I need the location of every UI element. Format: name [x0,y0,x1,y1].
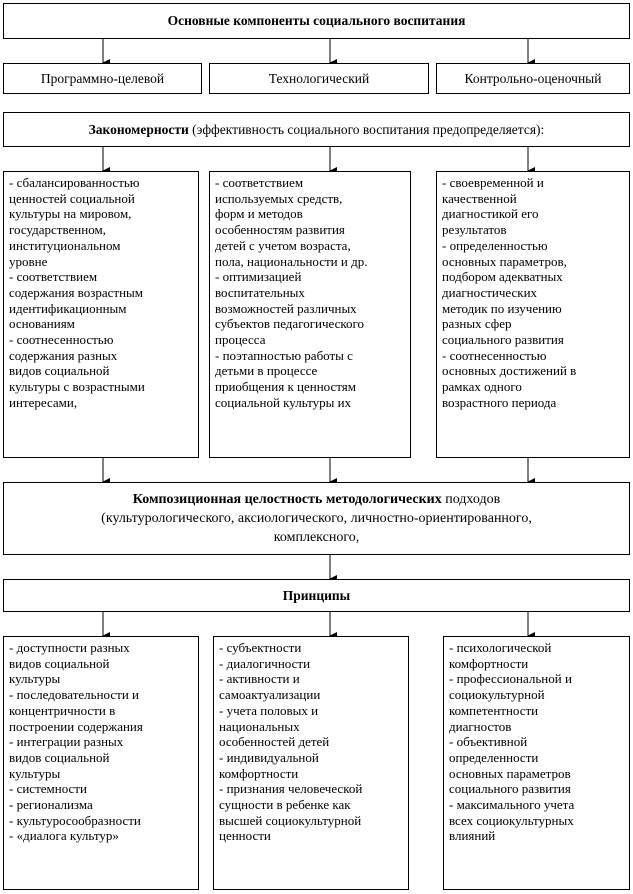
list-item: форм и методов [215,206,303,222]
integrity-rest: подходов [441,492,501,507]
component-label: Программно-целевой [40,70,165,86]
list-item: ценностей социальной [9,190,135,206]
list-item: возрастного периода [442,394,557,410]
list-item: культуры [9,671,61,687]
list-item: высшей социокультурной [219,812,362,828]
list-item: - интеграции разных [9,734,124,750]
list-item: - «диалога культур» [9,828,119,844]
list-item: государственном, [9,222,106,238]
integrity-line-3: комплексного, [273,530,360,545]
list-item: содержания возрастным [9,284,143,300]
component-label: Технологический [268,70,370,86]
integrity-line-2: (культурологического, аксиологического, личностно-ориентированного, [101,511,532,526]
integrity-line-1 [133,490,500,509]
list-item: особенностей детей [219,734,330,750]
list-item: уровне [9,253,48,269]
list-item: культуры на мировом, [9,206,132,222]
list-item: диагностов [449,718,512,734]
list-item: влияний [449,828,496,844]
list-item: - диалогичности [219,655,311,671]
list-item: диагностикой его [442,206,539,222]
list-item: построении содержания [9,718,143,734]
list-item: субъектов педагогического [215,316,365,332]
list-item: интересами, [9,394,78,410]
list-item: качественной [442,190,517,206]
list-item: - соотнесенностью [9,332,114,348]
list-item: - определенностью [442,237,548,253]
component-control-evaluative [436,63,630,94]
list-item: институциональном [9,237,121,253]
laws-bold: Закономерности [88,121,189,137]
list-item: основных параметров, [442,253,567,269]
list-item: пола, национальности и др. [215,253,368,269]
list-item: - доступности разных [9,640,130,655]
list-item: основных параметров [449,765,571,781]
list-item: видов социальной [9,363,110,379]
list-item: - культуросообразности [9,812,141,828]
list-item: национальных [219,718,300,734]
laws-column-2 [209,171,411,458]
component-technological [209,63,429,94]
list-item: диагностических [442,284,538,300]
integrity-bold: Композиционная целостность методологических [132,492,442,507]
list-item: детей с учетом возраста, [215,237,351,253]
list-item: самоактуализации [219,687,321,703]
list-item: детьми в процессе [215,363,318,379]
list-item: основных достижений в [442,363,577,379]
laws-box [3,112,630,147]
list-item: - признания человеческой [219,781,363,797]
list-item: приобщения к ценностям [215,379,356,395]
list-item: комфортности [449,655,529,671]
list-item: методик по изучению [442,300,562,316]
list-item: используемых средств, [215,190,343,206]
list-item: - активности и [219,671,300,687]
list-item: - субъектности [219,640,302,655]
list-item: всех социокультурных [449,812,574,828]
list-item: комфортности [219,765,299,781]
list-item: культуры [9,765,61,781]
list-item: - учета половых и [219,702,319,718]
laws-column-1 [3,171,199,458]
list-item: - индивидуальной [219,749,319,765]
list-item: - объективной [449,734,528,750]
list-item: воспитательных [215,284,305,300]
list-item: - максимального учета [449,797,575,813]
principles-title: Принципы [282,587,351,603]
list-item: - регионализма [9,797,93,813]
list-item: содержания разных [9,347,118,363]
list-item: сущности в ребенке как [219,797,351,813]
list-item: социального развития [442,332,564,348]
title-text: Основные компоненты социального воспитания [167,13,466,28]
list-item: разных сфер [442,316,512,332]
list-item: подбором адекватных [442,269,563,285]
list-item: видов социальной [9,749,110,765]
list-item: результатов [442,222,507,238]
list-item: социальной культуры их [215,394,352,410]
list-item: - соответствием [9,269,98,285]
laws-rest: (эффективность социального воспитания предопределяется): [188,121,545,137]
principles-column-1 [3,636,199,890]
list-item: рамках одного [442,379,522,395]
list-item: - профессиональной и [449,671,572,687]
list-item: особенностям развития [215,222,345,238]
laws-column-3 [436,171,630,458]
title-box [3,3,630,39]
list-item: - оптимизацией [215,269,302,285]
list-item: социокультурной [449,687,545,703]
list-item: - психологической [449,640,552,655]
list-item: ценности [219,828,271,844]
list-item: возможностей различных [215,300,357,316]
principles-column-2 [213,636,409,890]
list-item: - своевременной и [442,175,544,190]
list-item: основаниям [9,316,75,332]
component-program-target [3,63,202,94]
principles-box [3,579,630,612]
list-item: социального развития [449,781,571,797]
list-item: - последовательности и [9,687,139,703]
component-label: Контрольно-оценочный [464,70,602,86]
list-item: - поэтапностью работы с [215,347,353,363]
list-item: компетентности [449,702,539,718]
list-item: концентричности в [9,702,116,718]
list-item: культуры с возрастными [9,379,145,395]
list-item: - системности [9,781,87,797]
list-item: определенности [449,749,539,765]
list-item: процесса [215,332,266,348]
list-item: видов социальной [9,655,110,671]
list-item: - соответствием [215,175,304,190]
list-item: - соотнесенностью [442,347,547,363]
laws-text [89,122,545,138]
list-item: идентификационным [9,300,127,316]
list-item: - сбалансированностью [9,175,140,190]
integrity-box [3,482,630,555]
principles-column-3 [443,636,630,890]
